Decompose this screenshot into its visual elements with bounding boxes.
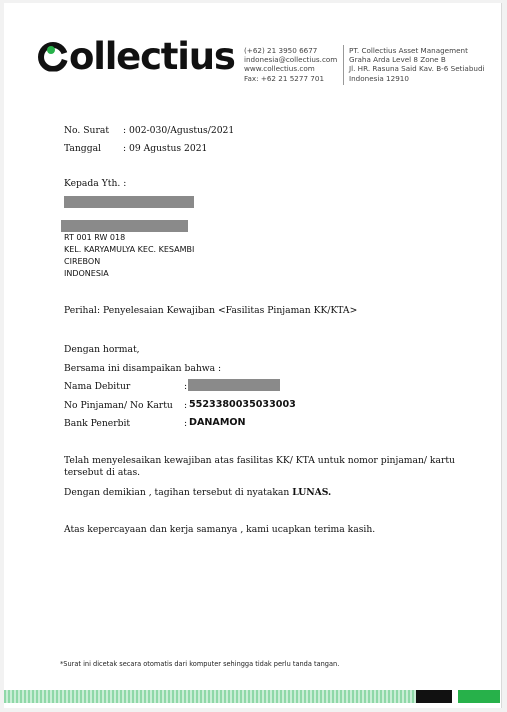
address-city: CIREBON xyxy=(64,257,101,266)
address-line: Graha Arda Level 8 Zone B xyxy=(349,55,446,65)
contact-phone: (+62) 21 3950 6677 xyxy=(244,46,318,55)
perihal-value: : Penyelesaian Kewajiban <Fasilitas Pinjaman KK/KTA> xyxy=(97,305,358,316)
address-line: Jl. HR. Rasuna Said Kav. B-6 Setiabudi xyxy=(349,64,485,74)
intro-text: Bersama ini disampaikan bahwa : xyxy=(64,363,222,374)
footer-green-block xyxy=(458,690,500,703)
contact-block xyxy=(244,46,337,83)
contact-fax: Fax: +62 21 5277 701 xyxy=(244,73,325,83)
redacted-address xyxy=(61,220,188,232)
address-kelurahan: KEL. KARYAMULYA KEC. KESAMBI xyxy=(64,245,195,254)
pinjaman-value: 5523380035033003 xyxy=(189,399,296,410)
address-line: Indonesia 12910 xyxy=(349,73,409,83)
address-rt-rw: RT 001 RW 018 xyxy=(64,233,126,242)
address-country: INDONESIA xyxy=(64,269,109,278)
lunas-prefix: Dengan demikian , tagihan tersebut di nyatakan xyxy=(64,487,290,498)
footnote: *Surat ini dicetak secara otomatis dari komputer sehingga tidak perlu tanda tangan. xyxy=(60,660,340,668)
tanggal-value: : 09 Agustus 2021 xyxy=(123,143,208,154)
redacted-debitur xyxy=(188,379,280,391)
greeting: Dengan hormat, xyxy=(64,344,140,355)
tanggal-label: Tanggal xyxy=(64,143,101,154)
logo-dot-icon xyxy=(47,46,55,54)
no-surat-label: No. Surat xyxy=(64,125,110,136)
debitur-colon: : xyxy=(184,381,188,392)
body-line-2: tersebut di atas. xyxy=(64,467,141,478)
letter-page xyxy=(4,3,502,708)
bank-colon: : xyxy=(184,418,188,429)
contact-website: www.collectius.com xyxy=(244,64,315,74)
kepada-label: Kepada Yth. : xyxy=(64,178,127,189)
body-line-1: Telah menyelesaikan kewajiban atas fasilitas KK/ KTA untuk nomor pinjaman/ kartu xyxy=(64,455,455,466)
contact-email: indonesia@collectius.com xyxy=(244,55,338,65)
pinjaman-label: No Pinjaman/ No Kartu xyxy=(64,400,173,411)
footer-stripe xyxy=(4,690,416,703)
debitur-label: Nama Debitur xyxy=(64,381,131,392)
no-surat-value: : 002-030/Agustus/2021 xyxy=(123,125,235,136)
perihal-label: Perihal xyxy=(64,305,97,316)
lunas-bold: LUNAS. xyxy=(292,487,332,498)
pinjaman-colon: : xyxy=(184,400,188,411)
redacted-name xyxy=(64,196,194,208)
bank-label: Bank Penerbit xyxy=(64,418,131,429)
brand-name: ollectius xyxy=(69,35,235,78)
address-block xyxy=(349,46,485,83)
header-divider xyxy=(343,45,344,85)
bank-value: DANAMON xyxy=(189,417,246,428)
address-line: PT. Collectius Asset Management xyxy=(349,46,468,55)
footer-black-block xyxy=(416,690,452,703)
lunas-statement xyxy=(64,487,331,498)
collectius-logo xyxy=(38,35,235,78)
closing-text: Atas kepercayaan dan kerja samanya , kami ucapkan terima kasih. xyxy=(64,524,376,535)
